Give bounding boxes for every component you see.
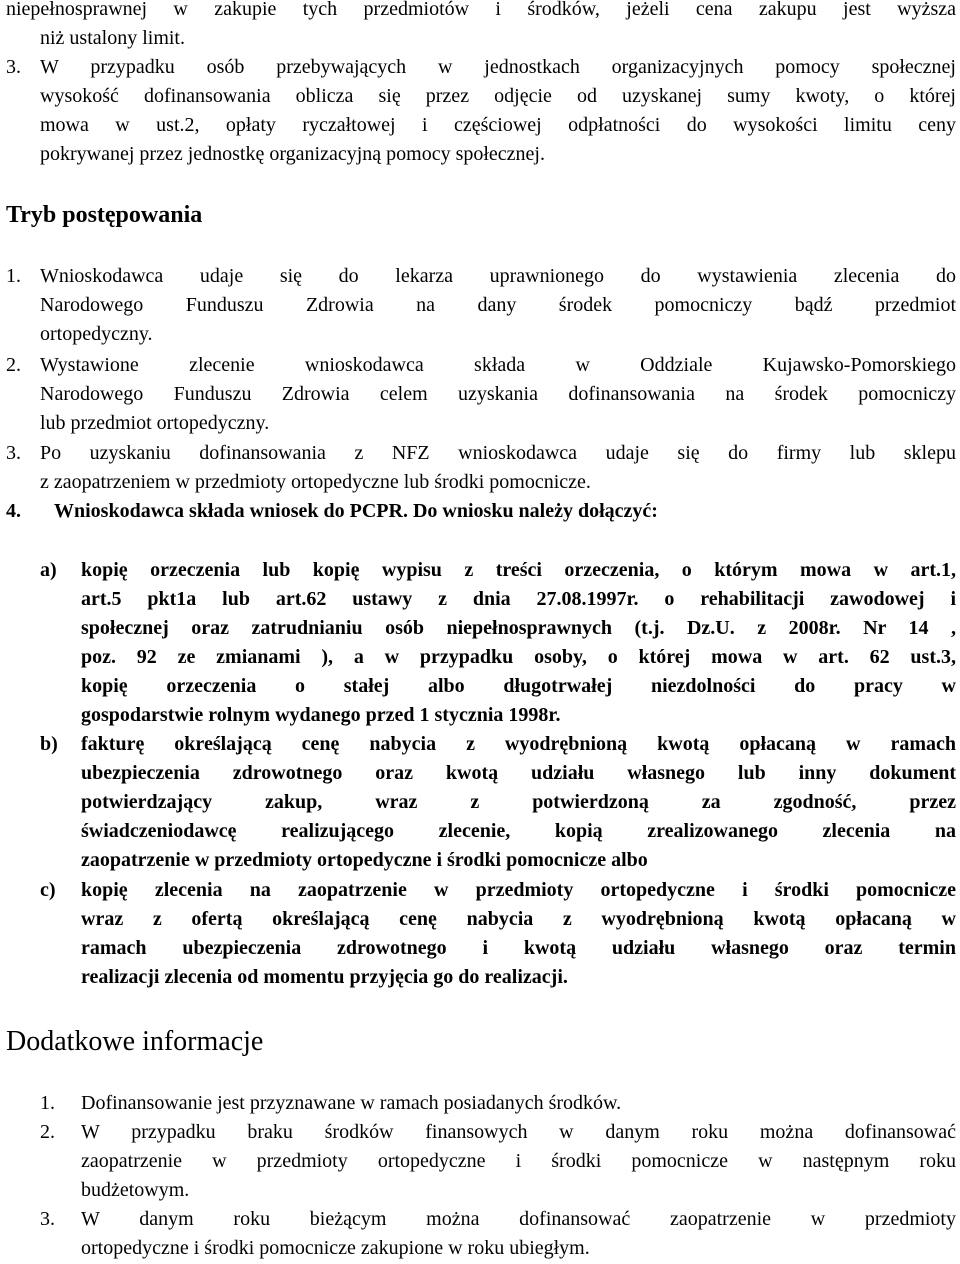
attachment-line: realizacji zlecenia od momentu przyjęcia go do realizacji. — [81, 966, 568, 988]
list-item-line: Wnioskodawca udaje się do lekarza uprawnionego do wystawienia zlecenia do — [40, 265, 956, 287]
list-number: 1. — [40, 1092, 55, 1114]
list-item-bold: Wnioskodawca składa wniosek do PCPR. Do wniosku należy dołączyć: — [54, 500, 658, 522]
attachment-line: społecznej oraz zatrudnianiu osób niepełnosprawnych (t.j. Dz.U. z 2008r. Nr 14 , — [81, 617, 956, 639]
attachment-line: poz. 92 ze zmianami ), a w przypadku osoby, o której mowa w art. 62 ust.3, — [81, 646, 956, 668]
attachment-line: zaopatrzenie w przedmioty ortopedyczne i środki pomocnicze albo — [81, 849, 648, 871]
list-number: 3. — [6, 56, 21, 78]
attachment-line: art.5 pkt1a lub art.62 ustawy z dnia 27.08.1997r. o rehabilitacji zawodowej i — [81, 588, 956, 610]
attachment-line: ramach ubezpieczenia zdrowotnego i kwotą udziału własnego oraz termin — [81, 937, 956, 959]
list-item-line: zaopatrzenie w przedmioty ortopedyczne i środki pomocnicze w następnym roku — [81, 1150, 956, 1172]
list-item-line: Dofinansowanie jest przyznawane w ramach posiadanych środków. — [81, 1092, 622, 1114]
list-item-line: ortopedyczne i środki pomocnicze zakupione w roku ubiegłym. — [81, 1237, 590, 1259]
intro-line: niepełnosprawnej w zakupie tych przedmiotów i środków, jeżeli cena zakupu jest wyższa — [6, 0, 956, 20]
section-heading-additional: Dodatkowe informacje — [6, 1026, 264, 1057]
list-item-line: W danym roku bieżącym można dofinansować zaopatrzenie w przedmioty — [81, 1208, 956, 1230]
list-number: 2. — [40, 1121, 55, 1143]
attachment-label: c) — [40, 879, 56, 901]
list-number: 4. — [6, 500, 21, 522]
attachment-line: kopię orzeczenia lub kopię wypisu z treści orzeczenia, o którym mowa w art.1, — [81, 559, 956, 581]
list-number: 1. — [6, 265, 21, 287]
attachment-line: kopię zlecenia na zaopatrzenie w przedmioty ortopedyczne i środki pomocnicze — [81, 879, 956, 901]
attachment-line: potwierdzający zakup, wraz z potwierdzoną za zgodność, przez — [81, 791, 956, 813]
paragraph-line: pokrywanej przez jednostkę organizacyjną pomocy społecznej. — [40, 143, 545, 165]
attachment-label: a) — [40, 559, 57, 581]
attachment-line: wraz z ofertą określającą cenę nabycia z wyodrębnioną kwotą opłacaną w — [81, 908, 956, 930]
list-number: 3. — [40, 1208, 55, 1230]
list-item-line: lub przedmiot ortopedyczny. — [40, 412, 270, 434]
list-item-line: Narodowego Funduszu Zdrowia na dany środek pomocniczy bądź przedmiot — [40, 294, 956, 316]
intro-line: niż ustalony limit. — [40, 27, 185, 49]
list-item-line: Narodowego Funduszu Zdrowia celem uzyskania dofinansowania na środek pomocniczy — [40, 383, 956, 405]
list-item-line: ortopedyczny. — [40, 323, 153, 345]
list-item-line: Po uzyskaniu dofinansowania z NFZ wnioskodawca udaje się do firmy lub sklepu — [40, 442, 956, 464]
attachment-line: ubezpieczenia zdrowotnego oraz kwotą udziału własnego lub inny dokument — [81, 762, 956, 784]
paragraph-line: wysokość dofinansowania oblicza się przez odjęcie od uzyskanej sumy kwoty, o której — [40, 85, 956, 107]
attachment-label: b) — [40, 733, 58, 755]
section-heading-procedure: Tryb postępowania — [6, 202, 203, 228]
attachment-line: kopię orzeczenia o stałej albo długotrwałej niezdolności do pracy w — [81, 675, 956, 697]
list-number: 2. — [6, 354, 21, 376]
attachment-line: świadczeniodawcę realizującego zlecenie, kopią zrealizowanego zlecenia na — [81, 820, 956, 842]
list-item-line: Wystawione zlecenie wnioskodawca składa w Oddziale Kujawsko-Pomorskiego — [40, 354, 956, 376]
paragraph-line: W przypadku osób przebywających w jednostkach organizacyjnych pomocy społecznej — [40, 56, 956, 78]
list-item-line: budżetowym. — [81, 1179, 190, 1201]
attachment-line: gospodarstwie rolnym wydanego przed 1 stycznia 1998r. — [81, 704, 561, 726]
list-item-line: W przypadku braku środków finansowych w danym roku można dofinansować — [81, 1121, 956, 1143]
list-number: 3. — [6, 442, 21, 464]
list-item-line: z zaopatrzeniem w przedmioty ortopedyczne lub środki pomocnicze. — [40, 471, 591, 493]
attachment-line: fakturę określającą cenę nabycia z wyodrębnioną kwotą opłacaną w ramach — [81, 733, 956, 755]
paragraph-line: mowa w ust.2, opłaty ryczałtowej i częściowej odpłatności do wysokości limitu ceny — [40, 114, 956, 136]
